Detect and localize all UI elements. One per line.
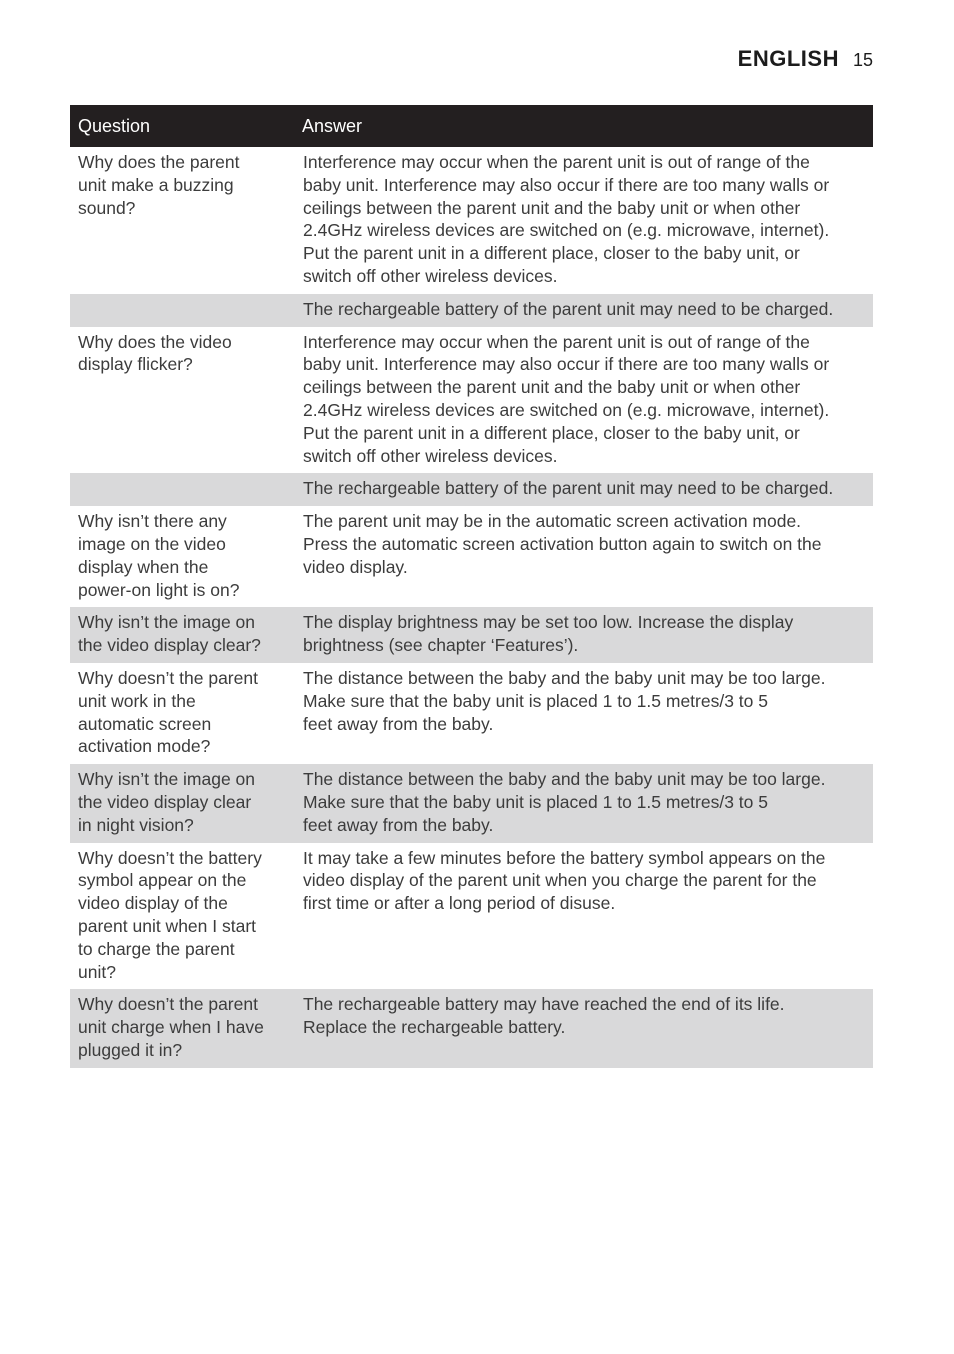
answer-cell: The distance between the baby and the baby unit may be too large. Make sure that the baby unit is placed 1 to 1.5 metres/3 to 5 feet away from the baby. <box>303 667 826 734</box>
page-header <box>738 46 873 72</box>
answer-cell: The display brightness may be set too low. Increase the display brightness (see chapter ‘Features’). <box>294 607 873 663</box>
question-cell: Why isn’t there any image on the video display when the power-on light is on? <box>78 511 240 600</box>
page-number: 15 <box>852 50 873 70</box>
column-header-question: Question <box>70 105 294 147</box>
table-row <box>70 147 873 294</box>
question-cell <box>70 473 294 506</box>
table-row <box>70 607 873 663</box>
table-row <box>70 506 873 607</box>
answer-cell: Interference may occur when the parent unit is out of range of the baby unit. Interference may also occur if there are too many walls or ceilings between the parent unit and the baby unit or when other 2.4GHz wireless devices are switched on (e.g. microwave, internet). Put the parent unit in a different place, closer to the baby unit, or switch off other wireless devices. <box>303 152 830 286</box>
table-header-row <box>70 105 873 147</box>
table-row <box>70 294 873 327</box>
table-row <box>70 473 873 506</box>
table-row <box>70 663 873 764</box>
table-row <box>70 327 873 474</box>
answer-cell: Interference may occur when the parent unit is out of range of the baby unit. Interference may also occur if there are too many walls or ceilings between the parent unit and the baby unit or when other 2.4GHz wireless devices are switched on (e.g. microwave, internet). Put the parent unit in a different place, closer to the baby unit, or switch off other wireless devices. <box>303 331 830 466</box>
table-body <box>70 147 873 1068</box>
table-row <box>70 843 873 990</box>
question-cell: Why doesn’t the parent unit charge when I have plugged it in? <box>70 989 294 1067</box>
language-label: ENGLISH <box>737 46 839 71</box>
table-row <box>70 764 873 842</box>
answer-cell: The parent unit may be in the automatic screen activation mode. Press the automatic screen activation button again to switch on the video display. <box>303 511 822 577</box>
question-cell: Why does the parent unit make a buzzing sound? <box>78 152 240 218</box>
question-cell: Why isn’t the image on the video display clear? <box>70 607 294 663</box>
question-cell: Why does the video display flicker? <box>78 331 232 375</box>
answer-cell: The rechargeable battery may have reached the end of its life. Replace the rechargeable battery. <box>294 989 873 1067</box>
question-cell: Why doesn’t the parent unit work in the automatic screen activation mode? <box>78 667 258 757</box>
answer-cell: It may take a few minutes before the battery symbol appears on the video display of the parent unit when you charge the parent for the first time or after a long period of disuse. <box>303 847 826 914</box>
question-cell: Why doesn’t the battery symbol appear on the video display of the parent unit when I start to charge the parent unit? <box>78 847 262 982</box>
column-header-answer: Answer <box>294 105 873 147</box>
troubleshooting-table <box>70 105 873 1068</box>
table-row <box>70 989 873 1067</box>
answer-cell: The distance between the baby and the baby unit may be too large. Make sure that the baby unit is placed 1 to 1.5 metres/3 to 5 feet away from the baby. <box>294 764 873 842</box>
answer-cell: The rechargeable battery of the parent unit may need to be charged. <box>294 294 873 327</box>
answer-cell: The rechargeable battery of the parent unit may need to be charged. <box>294 473 873 506</box>
question-cell: Why isn’t the image on the video display clear in night vision? <box>70 764 294 842</box>
question-cell <box>70 294 294 327</box>
